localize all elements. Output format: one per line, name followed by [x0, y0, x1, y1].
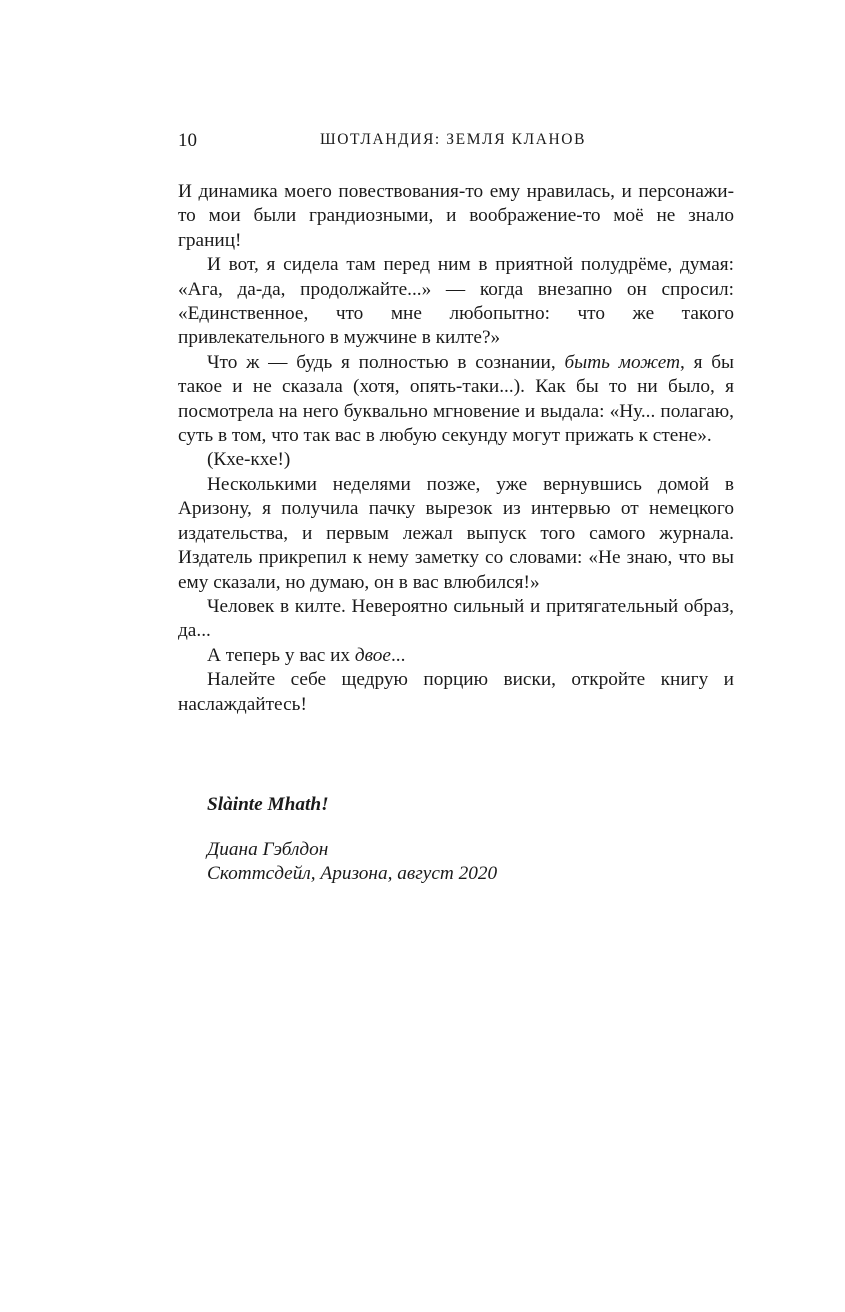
paragraph-5: Несколькими неделями позже, уже вернувшись домой в Аризону, я получила пачку вырезок из интервью от немецкого издательства, и первым лежал выпуск того самого журнала. Издатель прикрепил к нему заметку со словами: «Не знаю, что вы ему сказали, но думаю, он в вас влюбился!» [178, 473, 734, 593]
place-and-date: Скоттсдейл, Аризона, август 2020 [207, 863, 498, 885]
paragraph-7-text-end: ... [390, 644, 406, 666]
paragraph-2: И вот, я сидела там перед ним в приятной полудрёме, думая: «Ага, да-да, продолжайте...» — когда внезапно он спросил: «Единственное, что мне любопытно: что же такого привлекательного в мужчине в килте?» [178, 254, 734, 349]
closing-toast: Slàinte Mhath! [207, 794, 329, 815]
paragraph-8: Налейте себе щедрую порцию виски, откройте книгу и наслаждайтесь! [178, 669, 734, 715]
paragraph-7 [178, 644, 734, 668]
signature [207, 838, 497, 887]
paragraph-4: (Кхе-кхе!) [207, 449, 291, 471]
running-head [178, 128, 734, 154]
body-text [178, 180, 734, 717]
running-title: ШОТЛАНДИЯ: ЗЕМЛЯ КЛАНОВ [320, 131, 587, 148]
paragraph-1: И динамика моего повествования-то ему нравилась, и персонажи-то мои были грандиозными, и воображение-то моё не знало границ! [178, 181, 734, 251]
page-number: 10 [178, 130, 197, 151]
paragraph-6: Человек в килте. Невероятно сильный и притягательный образ, да... [178, 595, 734, 642]
paragraph-3-text-end: , я бы такое и не сказала (хотя, опять-таки...). Как бы то ни было, я посмотрела на него буквально мгновение и выдала: «Ну... полагаю, суть в том, что так вас в любую секунду могут прижать к стене». [178, 351, 734, 447]
paragraph-7-italic: двое [354, 644, 391, 666]
author-name: Диана Гэблдон [207, 839, 329, 860]
paragraph-3-italic: быть может [564, 351, 681, 373]
paragraph-3-text-start: Что ж — будь я полностью в сознании, [207, 351, 565, 373]
paragraph-7-text-start: А теперь у вас их [207, 644, 355, 666]
paragraph-3 [178, 351, 734, 449]
